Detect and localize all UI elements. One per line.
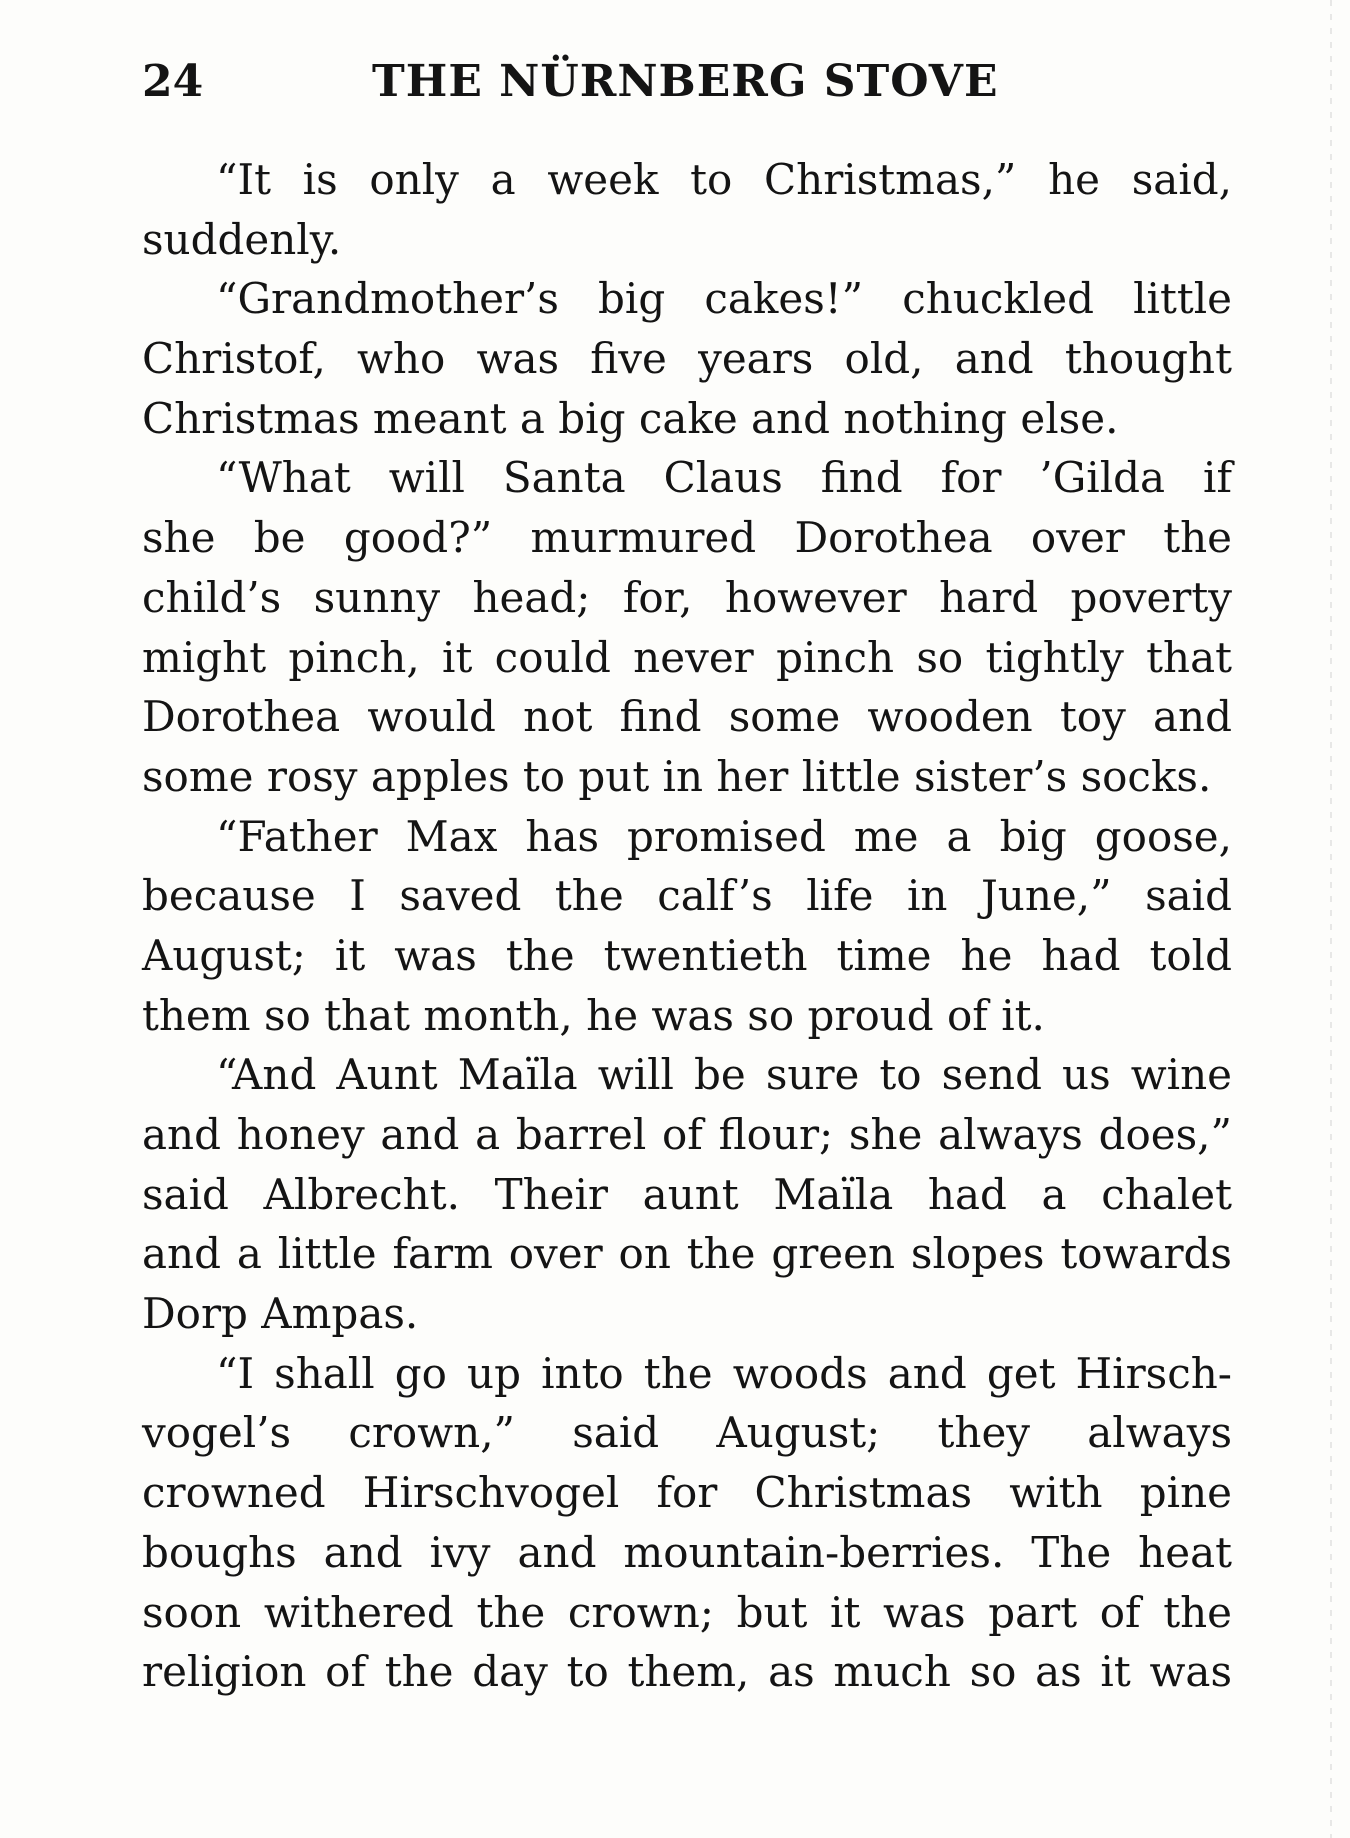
text-line: Christof, who was five years old, and thought (142, 334, 1232, 384)
text-line: said Albrecht. Their aunt Maïla had a chalet (142, 1169, 1232, 1219)
running-title: THE NÜRNBERG STOVE (372, 56, 999, 107)
page-number: 24 (142, 56, 204, 107)
text-line: “Grandmother’s big cakes!” chuckled little (216, 274, 1232, 324)
text-line: vogel’s crown,” said August; they always (142, 1408, 1232, 1458)
text-line: “It is only a week to Christmas,” he said, (216, 155, 1232, 204)
text-line: crowned Hirschvogel for Christmas with pine (142, 1468, 1232, 1518)
text-line: Dorothea would not find some wooden toy and (142, 692, 1232, 742)
text-line: because I saved the calf’s life in June,” said (142, 871, 1232, 921)
text-line: “Father Max has promised me a big goose, (216, 811, 1232, 861)
text-line: them so that month, he was so proud of it. (142, 990, 1045, 1040)
text-line: suddenly. (142, 214, 342, 264)
text-line: soon withered the crown; but it was part of the (142, 1587, 1232, 1637)
text-line: “And Aunt Maïla will be sure to send us wine (216, 1050, 1232, 1100)
text-line: boughs and ivy and mountain-berries. The heat (142, 1527, 1232, 1577)
text-line: she be good?” murmured Dorothea over the (142, 513, 1232, 563)
text-line: August; it was the twentieth time he had told (142, 930, 1232, 980)
page-header (142, 52, 1232, 112)
text-line: religion of the day to them, as much so as it was (142, 1647, 1232, 1697)
text-line: child’s sunny head; for, however hard poverty (142, 572, 1232, 622)
text-line: Dorp Ampas. (142, 1289, 419, 1339)
text-line: some rosy apples to put in her little sister’s socks. (142, 751, 1212, 801)
body-text (142, 150, 1232, 1702)
text-line: and a little farm over on the green slopes towards (142, 1229, 1232, 1279)
text-line: might pinch, it could never pinch so tightly that (142, 632, 1232, 682)
scan-edge (1330, 0, 1332, 1838)
text-line: Christmas meant a big cake and nothing else. (142, 393, 1119, 443)
text-line: “I shall go up into the woods and get Hirsch- (216, 1348, 1232, 1398)
text-line: and honey and a barrel of flour; she always does,” (142, 1110, 1232, 1159)
text-line: “What will Santa Claus find for ’Gilda if (216, 453, 1232, 503)
